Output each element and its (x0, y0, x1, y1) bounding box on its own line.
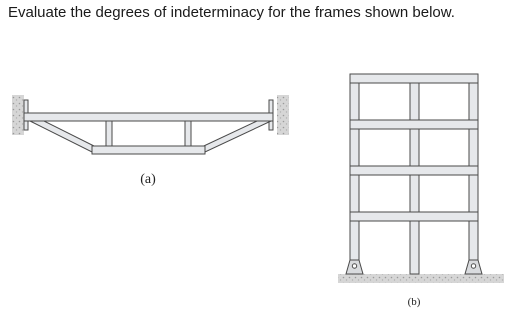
figure-a-label: (a) (140, 172, 156, 187)
pin-support-right (465, 260, 482, 274)
frame-a (12, 95, 289, 187)
frame-a-members (24, 100, 273, 154)
left-wall-support (12, 95, 24, 135)
right-wall-support (277, 95, 289, 135)
figure-b-label: (b) (407, 296, 421, 308)
pin-support-left (346, 260, 363, 274)
frame-b (338, 74, 504, 308)
frame-b-members (350, 74, 478, 274)
question-text: Evaluate the degrees of indeterminacy for the frames shown below. (8, 4, 455, 21)
ground-support (338, 274, 504, 283)
